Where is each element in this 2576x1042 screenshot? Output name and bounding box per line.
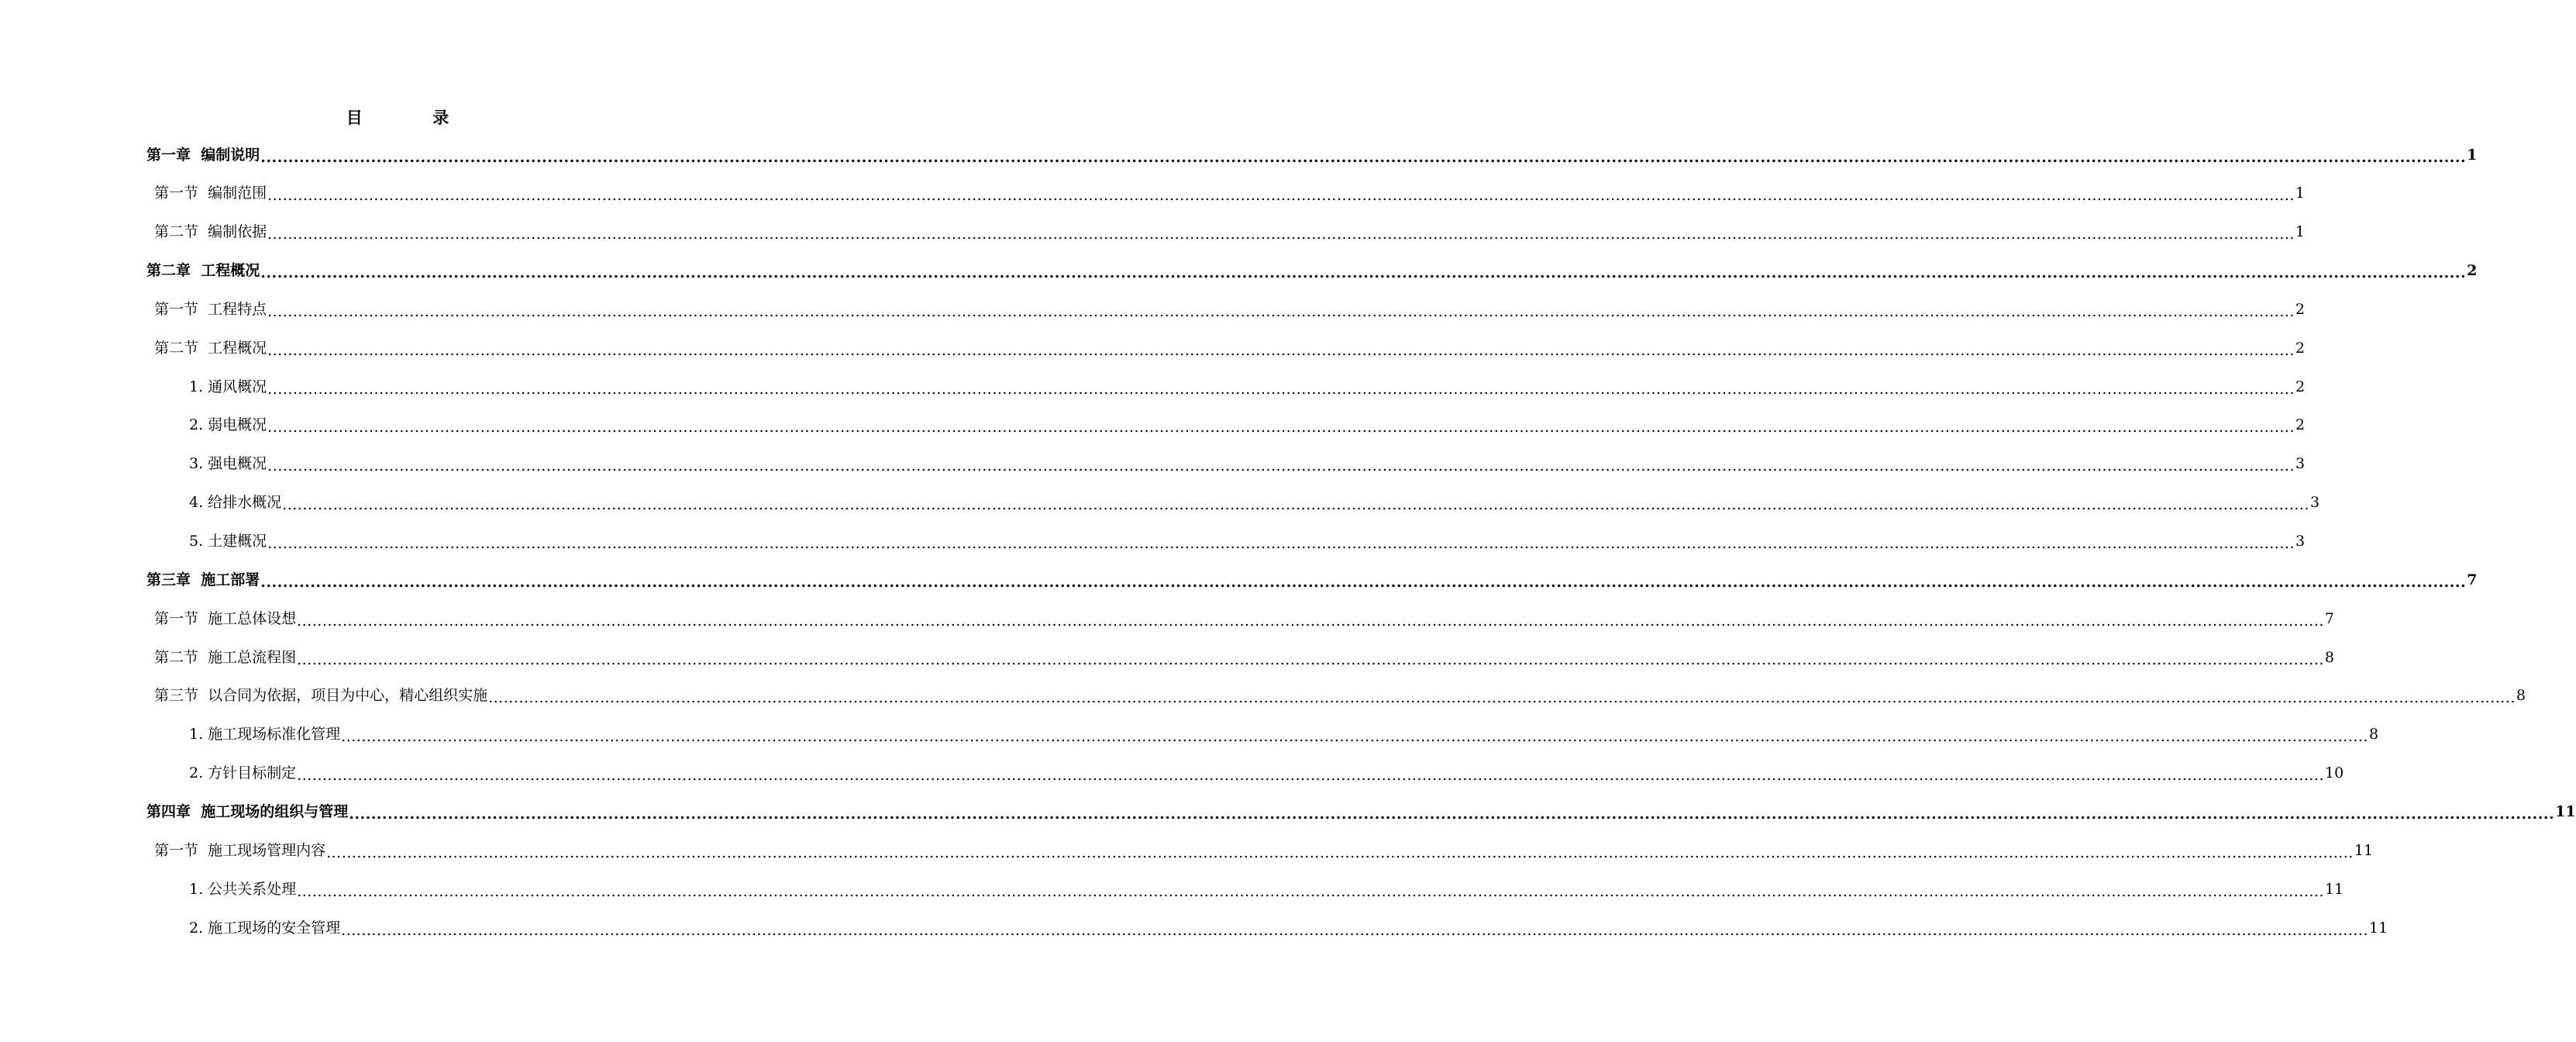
toc-entry-section[interactable]	[154, 292, 2306, 326]
toc-entry-item[interactable]	[189, 370, 2306, 404]
toc-entry-label: 第一节 施工总体设想	[154, 609, 297, 627]
toc-entry-label: 1. 通风概况	[189, 378, 267, 395]
toc-entry-page-number: 3	[2310, 494, 2320, 512]
toc-dot-leader: ................................................................................................................................................................................................................................................................................................................................................................................................................	[297, 612, 2324, 630]
toc-entry-item[interactable]	[189, 872, 2344, 906]
toc-entry-page-number: 1	[2467, 146, 2478, 164]
toc-entry-section[interactable]	[154, 216, 2306, 250]
toc-entry-page-number: 2	[2467, 262, 2478, 280]
toc-entry-label: 第二节 工程概况	[154, 339, 267, 357]
toc-entry-page-number: 11	[2354, 841, 2374, 859]
toc-entry-page-number: 2	[2295, 339, 2306, 357]
toc-entry-page-number: 8	[2324, 648, 2335, 666]
toc-dot-leader: ................................................................................................................................................................................................................................................................................................................................................................................................................	[267, 341, 2295, 359]
toc-dot-leader: ................................................................................................................................................................................................................................................................................................................................................................................................................	[341, 728, 2368, 746]
toc-entry-page-number: 3	[2295, 455, 2306, 473]
toc-dot-leader: ................................................................................................................................................................................................................................................................................................................................................................................................................	[267, 419, 2295, 436]
toc-dot-leader: ................................................................................................................................................................................................................................................................................................................................................................................................................	[267, 380, 2295, 398]
toc-entry-item[interactable]	[189, 911, 2388, 945]
toc-dot-leader: ................................................................................................................................................................................................................................................................................................................................................................................................................	[267, 302, 2295, 320]
toc-entry-label: 第二章 工程概况	[146, 262, 260, 280]
toc-dot-leader: ................................................................................................................................................................................................................................................................................................................................................................................................................	[267, 535, 2295, 552]
toc-entry-page-number: 1	[2295, 223, 2306, 241]
toc-entry-section[interactable]	[154, 602, 2335, 636]
toc-entry-page-number: 3	[2295, 533, 2306, 550]
toc-entry-section[interactable]	[154, 331, 2306, 365]
toc-dot-leader: ................................................................................................................................................................................................................................................................................................................................................................................................................	[267, 226, 2295, 243]
toc-entry-page-number: 11	[2325, 880, 2344, 898]
toc-entry-label: 第一节 施工现场管理内容	[154, 841, 326, 859]
toc-entry-item[interactable]	[189, 757, 2344, 791]
toc-entry-label: 第二节 施工总流程图	[154, 648, 297, 666]
toc-entry-chapter[interactable]	[146, 254, 2478, 288]
toc-entry-page-number: 8	[2369, 726, 2379, 744]
toc-dot-leader: ................................................................................................................................................................................................................................................................................................................................................................................................................	[260, 573, 2467, 591]
toc-entry-page-number: 2	[2295, 378, 2306, 395]
toc-entry-label: 第三节 以合同为依据，项目为中心，精心组织实施	[154, 687, 488, 705]
toc-entry-item[interactable]	[189, 409, 2306, 443]
toc-entry-label: 第一节 工程特点	[154, 300, 267, 318]
toc-entry-page-number: 11	[2369, 919, 2388, 937]
toc-dot-leader: ................................................................................................................................................................................................................................................................................................................................................................................................................	[260, 148, 2467, 166]
toc-entry-label: 第一节 编制范围	[154, 185, 267, 202]
toc-entry-page-number: 2	[2295, 300, 2306, 318]
toc-entry-page-number: 2	[2295, 416, 2306, 434]
toc-entry-page-number: 11	[2555, 802, 2576, 820]
toc-entry-label: 5. 土建概况	[189, 533, 267, 550]
toc-entry-item[interactable]	[189, 718, 2379, 752]
toc-entry-item[interactable]	[189, 486, 2320, 520]
toc-entry-label: 2. 方针目标制定	[189, 764, 297, 782]
toc-entry-label: 第一章 编制说明	[146, 146, 260, 164]
toc-dot-leader: ................................................................................................................................................................................................................................................................................................................................................................................................................	[282, 496, 2309, 514]
toc-entry-page-number: 7	[2324, 609, 2335, 627]
toc-entry-item[interactable]	[189, 525, 2306, 559]
toc-entry-label: 第四章 施工现场的组织与管理	[146, 802, 349, 820]
toc-entry-chapter[interactable]	[146, 563, 2478, 597]
toc-dot-leader: ................................................................................................................................................................................................................................................................................................................................................................................................................	[297, 882, 2324, 900]
toc-dot-leader: ................................................................................................................................................................................................................................................................................................................................................................................................................	[488, 689, 2516, 707]
toc-dot-leader: ................................................................................................................................................................................................................................................................................................................................................................................................................	[260, 264, 2467, 282]
toc-entry-section[interactable]	[154, 679, 2526, 713]
toc-title: 目 录	[346, 108, 449, 127]
toc-entry-label: 1. 施工现场标准化管理	[189, 726, 341, 744]
toc-dot-leader: ................................................................................................................................................................................................................................................................................................................................................................................................................	[267, 187, 2295, 205]
toc-dot-leader: ................................................................................................................................................................................................................................................................................................................................................................................................................	[349, 805, 2555, 823]
toc-entry-label: 1. 公共关系处理	[189, 880, 297, 898]
toc-dot-leader: ................................................................................................................................................................................................................................................................................................................................................................................................................	[326, 844, 2354, 861]
toc-entry-label: 2. 施工现场的安全管理	[189, 919, 341, 937]
toc-entry-page-number: 10	[2325, 764, 2344, 782]
toc-dot-leader: ................................................................................................................................................................................................................................................................................................................................................................................................................	[267, 457, 2295, 475]
toc-entry-label: 第二节 编制依据	[154, 223, 267, 241]
toc-entry-section[interactable]	[154, 640, 2335, 675]
toc-entry-section[interactable]	[154, 177, 2306, 211]
toc-entry-section[interactable]	[154, 833, 2374, 868]
toc-entry-label: 2. 弱电概况	[189, 416, 267, 434]
toc-entry-label: 3. 强电概况	[189, 455, 267, 473]
toc-entry-page-number: 7	[2467, 571, 2478, 588]
toc-entry-label: 4. 给排水概况	[189, 494, 282, 512]
toc-entry-label: 第三章 施工部署	[146, 571, 260, 588]
toc-dot-leader: ................................................................................................................................................................................................................................................................................................................................................................................................................	[297, 767, 2324, 785]
toc-dot-leader: ................................................................................................................................................................................................................................................................................................................................................................................................................	[297, 650, 2324, 668]
toc-entry-chapter[interactable]	[146, 138, 2478, 172]
toc-entry-chapter[interactable]	[146, 795, 2576, 829]
toc-dot-leader: ................................................................................................................................................................................................................................................................................................................................................................................................................	[341, 921, 2368, 939]
toc-entry-item[interactable]	[189, 447, 2306, 481]
toc-entry-page-number: 8	[2516, 687, 2526, 705]
toc-entry-page-number: 1	[2295, 185, 2306, 202]
